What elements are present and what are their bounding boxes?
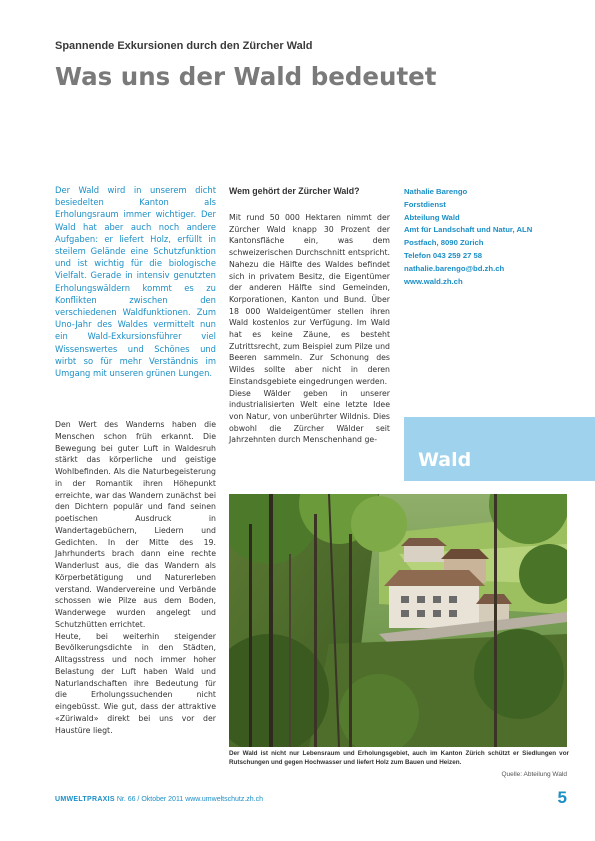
intro-lead: Der Wald wird in unserem dicht besiedelten Kanton als Erholungsraum immer wichtiger. Der Wald hat aber auch noch andere Aufgaben: er liefert Holz, erfüllt in steilem Gelände eine Schutzfunktion und ist wichtig für die biologische Vielfalt. Gerade in intensiv genutzten Erholungswäldern kommt es zu Konflikten zwischen den verschiedenen Waldfunktionen. Zum Uno-Jahr des Waldes vermittelt nun ein Wald-Exkursionsführer viel Wissenswertes und Schönes und wirbt so für mehr Verständnis im Umgang mit unseren grünen Lungen. bbox=[55, 185, 216, 379]
section-label: Wald bbox=[418, 449, 472, 471]
body-paragraph: Den Wert des Wanderns haben die Menschen schon früh erkannt. Die Bewegung bei guter Luft in Waldesruh stärkt das körperliche und geistige Wohlbefinden. Als die Naturbegeisterung in der Romantik ihren Höhepunkt erreichte, war das Wandern zunächst bei den Dichtern populär und fand seinen poetischen Ausdruck in Wandertagebüchern, Liedern und Gedichten. In der Mitte des 19. Jahrhunderts brach dann eine rechte Wanderlust aus, die das Wandern als Körperbetätigung und Naturerleben verstand. Wandervereine und Verbände schossen wie Pilze aus dem Boden, Wanderwege wurden angelegt und Schutzhütten errichtet. bbox=[55, 420, 216, 629]
section-heading: Wem gehört der Zürcher Wald? bbox=[229, 186, 360, 196]
photo-credit: Quelle: Abteilung Wald bbox=[501, 771, 567, 778]
contact-address: Postfach, 8090 Zürich bbox=[404, 238, 484, 248]
contact-department: Forstdienst bbox=[404, 199, 446, 209]
contact-phone: Telefon 043 259 27 58 bbox=[404, 250, 483, 260]
footer bbox=[55, 796, 263, 803]
body-column-middle bbox=[229, 212, 390, 446]
photo-caption: Der Wald ist nicht nur Lebensraum und Erholungsgebiet, auch im Kanton Zürich schützt er Siedlungen vor Rutschungen und gegen Hochwasser und liefert Holz zum Bauen und Heizen. bbox=[229, 750, 569, 766]
body-paragraph: Diese Wälder geben in unserer industrialisierten Welt eine letzte Idee von Natur, von unberührter Wildnis. Dies obwohl die Zürcher Wälder seit Jahrzehnten durch Menschenhand ge- bbox=[229, 388, 390, 445]
contact-division: Abteilung Wald bbox=[404, 212, 460, 222]
body-paragraph: Mit rund 50 000 Hektaren nimmt der Zürcher Wald knapp 30 Prozent der Kantonsfläche ein, was dem schweizerischen Durchschnitt entspricht. Nahezu die Hälfte des Waldes befindet sich in privatem Besitz, die Eigentümer der anderen Hälfte sind Gemeinden, Korporationen, Kanton und Bund. Über 18 000 Waldeigentümer stellen ihren Wald kostenlos zur Verfügung. Im Wald hat es keine Zäune, es besteht Zutrittsrecht, zum Beispiel zum Pilze und Beeren sammeln. Zur Schonung des Wildes sollte aber nicht in deren Einstandsgebiete eingedrungen werden. bbox=[229, 213, 390, 386]
kicker: Spannende Exkursionen durch den Zürcher Wald bbox=[55, 40, 313, 52]
page-number: 5 bbox=[557, 788, 567, 807]
footer-brand: UMWELTPRAXIS bbox=[55, 796, 115, 803]
body-paragraph: Heute, bei weiterhin steigender Bevölkerungsdichte in den Städten, Alltagsstress und noch immer hoher Belastung der Luft haben Wald und Naturlandschaften ihre Bedeutung für die Erholungssuchenden nicht eingebüsst. Wie gut, dass der attraktive «Züriwald» direkt bei uns vor der Haustüre liegt. bbox=[55, 631, 216, 735]
body-column-left bbox=[55, 419, 216, 736]
contact-web-link[interactable]: www.wald.zh.ch bbox=[404, 276, 463, 286]
contact-name: Nathalie Barengo bbox=[404, 187, 468, 196]
footer-url[interactable]: www.umweltschutz.zh.ch bbox=[185, 796, 263, 803]
contact-box bbox=[404, 186, 584, 288]
forest-photo bbox=[229, 494, 567, 747]
section-label-box bbox=[404, 417, 595, 481]
contact-email-link[interactable]: nathalie.barengo@bd.zh.ch bbox=[404, 263, 505, 273]
footer-issue: Nr. 66 / Oktober 2011 bbox=[116, 796, 184, 803]
contact-office: Amt für Landschaft und Natur, ALN bbox=[404, 225, 533, 235]
page-title: Was uns der Wald bedeutet bbox=[55, 62, 437, 91]
